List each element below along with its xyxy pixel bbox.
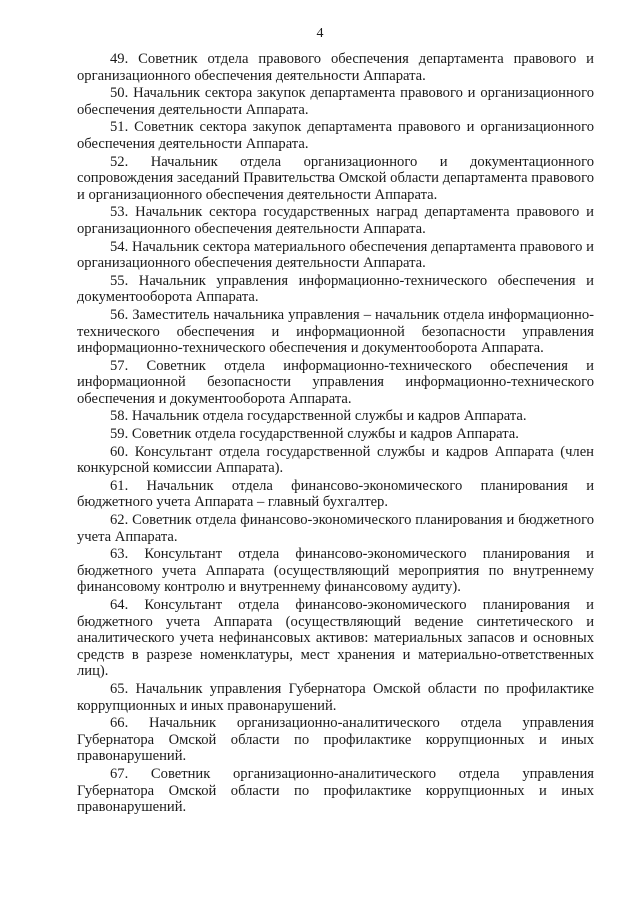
list-item-51: 51. Советник сектора закупок департамента правового и организационного обеспечения деятельности Аппарата. xyxy=(77,119,594,152)
list-item-58: 58. Начальник отдела государственной службы и кадров Аппарата. xyxy=(110,408,527,425)
list-item-50: 50. Начальник сектора закупок департамента правового и организационного обеспечения деятельности Аппарата. xyxy=(77,85,594,118)
list-item-49: 49. Советник отдела правового обеспечения департамента правового и организационного обеспечения деятельности Аппарата. xyxy=(77,51,594,84)
list-item-54: 54. Начальник сектора материального обеспечения департамента правового и организационного обеспечения деятельности Аппарата. xyxy=(77,238,594,272)
list-item-61: 61. Начальник отдела финансово-экономического планирования и бюджетного учета Аппарата – главный бухгалтер. xyxy=(77,477,594,511)
list-item-67: 67. Советник организационно-аналитического отдела управления Губернатора Омской области по профилактике коррупционных и иных правонарушений. xyxy=(77,765,594,816)
list-item-60: 60. Консультант отдела государственной службы и кадров Аппарата (член конкурсной комиссии Аппарата). xyxy=(77,443,594,477)
list-item-65: 65. Начальник управления Губернатора Омской области по профилактике коррупционных и иных правонарушений. xyxy=(77,680,594,714)
list-item-59: 59. Советник отдела государственной службы и кадров Аппарата. xyxy=(110,426,519,443)
list-item-56: 56. Заместитель начальника управления – начальник отдела информационно-технического обеспечения и информационной безопасности управления информационно-технического обеспечения и документооборота Аппарата. xyxy=(77,306,594,357)
list-item-66: 66. Начальник организационно-аналитического отдела управления Губернатора Омской области по профилактике коррупционных и иных правонарушений. xyxy=(77,715,594,765)
list-item-63: 63. Консультант отдела финансово-экономического планирования и бюджетного учета Аппарата (осуществляющий мероприятия по внутреннему финансовому контролю и внутреннему финансовому аудиту). xyxy=(77,546,594,596)
list-item-62: 62. Советник отдела финансово-экономического планирования и бюджетного учета Аппарата. xyxy=(77,512,594,545)
list-item-55: 55. Начальник управления информационно-технического обеспечения и документооборота Аппарата. xyxy=(77,272,594,306)
page-number: 4 xyxy=(316,26,324,41)
list-item-52: 52. Начальник отдела организационного и документационного сопровождения заседаний Правительства Омской области департамента правового и организационного обеспечения деятельности Аппарата. xyxy=(77,153,594,203)
list-item-57: 57. Советник отдела информационно-технического обеспечения и информационной безопасности управления информационно-технического обеспечения и документооборота Аппарата. xyxy=(77,357,594,407)
list-item-53: 53. Начальник сектора государственных наград департамента правового и организационного обеспечения деятельности Аппарата. xyxy=(77,204,594,237)
list-item-64: 64. Консультант отдела финансово-экономического планирования и бюджетного учета Аппарата (осуществляющий ведение синтетического и аналитического учета нефинансовых активов: материальных запасов и основных средств в разрезе номенклатуры, мест хранения и материально-ответственных лиц). xyxy=(77,597,594,680)
document-body xyxy=(77,51,594,817)
